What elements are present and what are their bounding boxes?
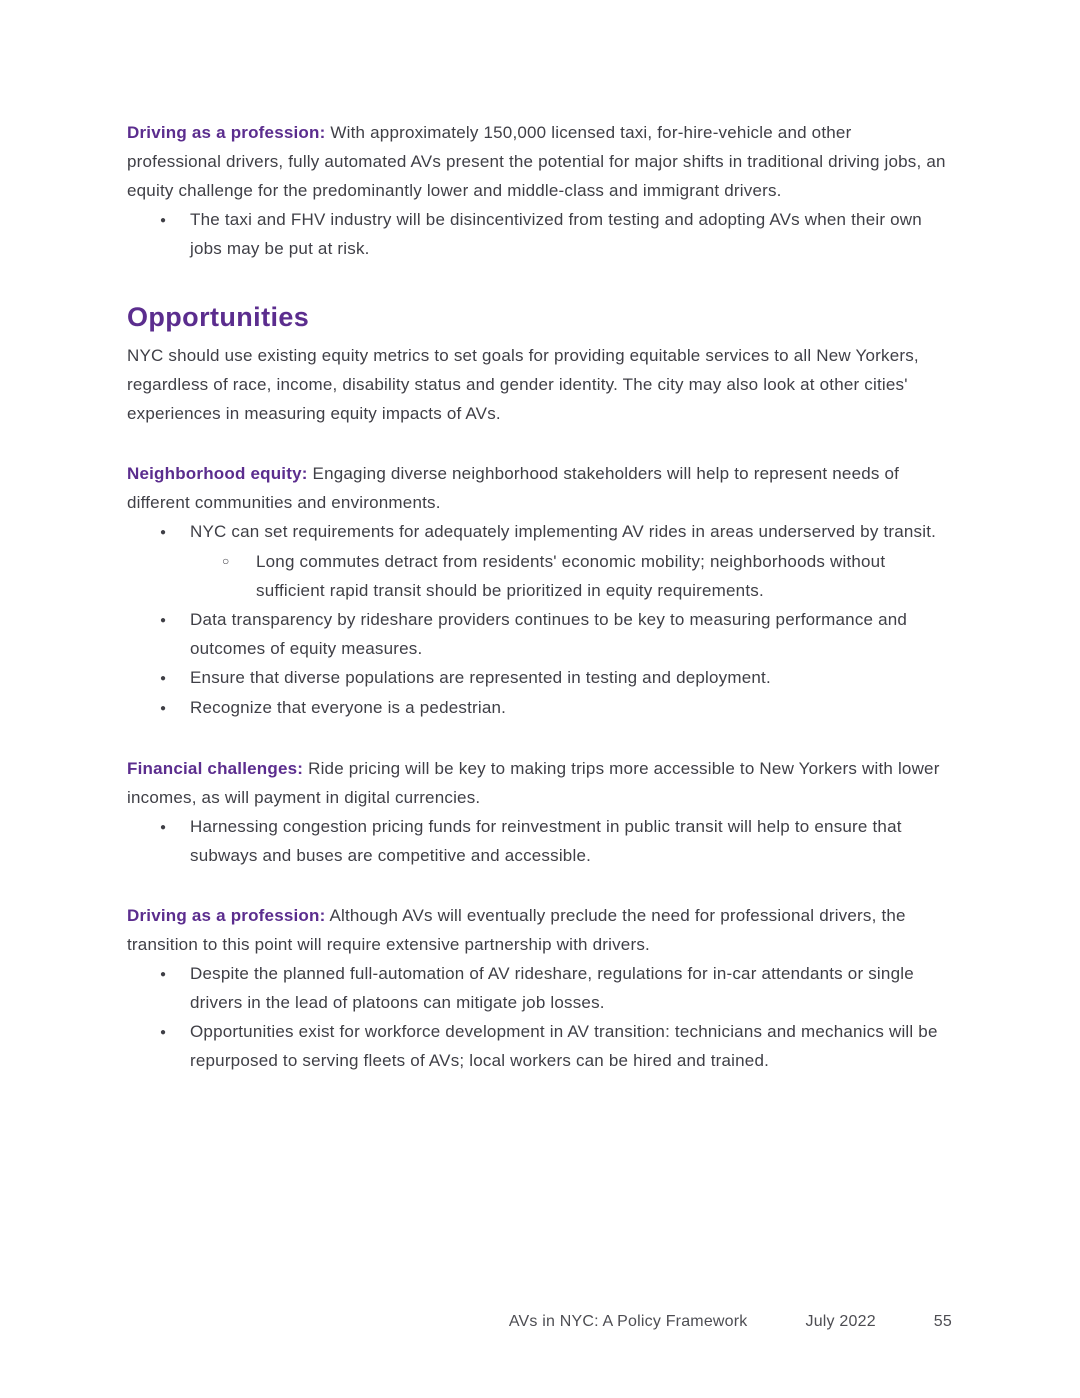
- bullet-icon: [160, 693, 190, 723]
- bullet-icon: [160, 812, 190, 842]
- bullet-icon: [160, 605, 190, 635]
- paragraph-text: With approximately 150,000 licensed taxi, for-hire-vehicle and other professional drivers, fully automated AVs present the potential for major shifts in traditional driving jobs, an equity challenge for the predominantly lower and middle-class and immigrant drivers.: [127, 123, 946, 200]
- footer-page-number: 55: [933, 1313, 952, 1330]
- paragraph-lead: Driving as a profession:: [127, 906, 326, 925]
- paragraph-lead: Financial challenges:: [127, 759, 304, 778]
- section-opportunities: [127, 301, 950, 428]
- section-driving-profession-2: [127, 901, 950, 1075]
- footer-doc-title: AVs in NYC: A Policy Framework: [508, 1313, 748, 1330]
- paragraph: NYC should use existing equity metrics to set goals for providing equitable services to all New Yorkers, regardless of race, income, disability status and gender identity. The city may also look at other cities' experiences in measuring equity impacts of AVs.: [127, 346, 919, 423]
- list-item-row: [127, 517, 950, 547]
- page-footer: [509, 1307, 952, 1336]
- footer-date: July 2022: [805, 1313, 876, 1330]
- list-item: [127, 812, 950, 870]
- list-item-row: [127, 605, 950, 663]
- list-item-text: Ensure that diverse populations are represented in testing and deployment.: [190, 668, 771, 687]
- paragraph: [127, 459, 950, 517]
- bullet-list: [127, 517, 950, 723]
- bullet-icon: [160, 663, 190, 693]
- list-item: [127, 517, 950, 605]
- list-item-text: Opportunities exist for workforce development in AV transition: technicians and mechanics will be repurposed to serving fleets of AVs; local workers can be hired and trained.: [190, 1022, 938, 1070]
- paragraph: [127, 754, 950, 812]
- list-item: [127, 693, 950, 723]
- list-item-row: [127, 959, 950, 1017]
- bullet-icon: [160, 205, 190, 235]
- list-item-row: [127, 663, 950, 693]
- list-item: [127, 959, 950, 1017]
- bullet-list: [127, 959, 950, 1075]
- list-item-row: [127, 693, 950, 723]
- bullet-icon: [160, 959, 190, 989]
- list-item: [127, 205, 950, 263]
- section-driving-profession-1: [127, 118, 950, 263]
- list-item: [127, 663, 950, 693]
- bullet-icon: [160, 517, 190, 547]
- paragraph-lead: Neighborhood equity:: [127, 464, 308, 483]
- sub-bullet-list: [127, 547, 950, 605]
- list-item-row: [127, 1017, 950, 1075]
- bullet-list: [127, 812, 950, 870]
- bullet-list: [127, 205, 950, 263]
- list-item-text: Harnessing congestion pricing funds for reinvestment in public transit will help to ensure that subways and buses are competitive and accessible.: [190, 817, 902, 865]
- list-item-text: The taxi and FHV industry will be disincentivized from testing and adopting AVs when their own jobs may be put at risk.: [190, 210, 922, 258]
- paragraph: [127, 118, 950, 205]
- paragraph: [127, 901, 950, 959]
- list-item: [127, 1017, 950, 1075]
- list-item-row: [127, 205, 950, 263]
- bullet-icon: [160, 1017, 190, 1047]
- paragraph-text: Engaging diverse neighborhood stakeholders will help to represent needs of different communities and environments.: [127, 464, 900, 512]
- circle-bullet-icon: [222, 547, 256, 576]
- list-item-text: Recognize that everyone is a pedestrian.: [190, 698, 507, 717]
- section-neighborhood-equity: [127, 459, 950, 723]
- list-item-row: [127, 812, 950, 870]
- list-item: [222, 547, 950, 605]
- paragraph-lead: Driving as a profession:: [127, 123, 326, 142]
- list-item-text: NYC can set requirements for adequately implementing AV rides in areas underserved by transit.: [190, 522, 937, 541]
- section-heading: Opportunities: [127, 302, 310, 332]
- list-item-text: Long commutes detract from residents' economic mobility; neighborhoods without sufficient rapid transit should be prioritized in equity requirements.: [256, 552, 886, 600]
- paragraph-text: Ride pricing will be key to making trips more accessible to New Yorkers with lower incomes, as will payment in digital currencies.: [127, 759, 940, 807]
- section-financial-challenges: [127, 754, 950, 870]
- list-item-text: Despite the planned full-automation of AV rideshare, regulations for in-car attendants or single drivers in the lead of platoons can mitigate job losses.: [190, 964, 914, 1012]
- list-item-row: [222, 547, 950, 605]
- paragraph-text: Although AVs will eventually preclude the need for professional drivers, the transition to this point will require extensive partnership with drivers.: [127, 906, 906, 954]
- list-item: [127, 605, 950, 663]
- list-item-text: Data transparency by rideshare providers continues to be key to measuring performance and outcomes of equity measures.: [190, 610, 908, 658]
